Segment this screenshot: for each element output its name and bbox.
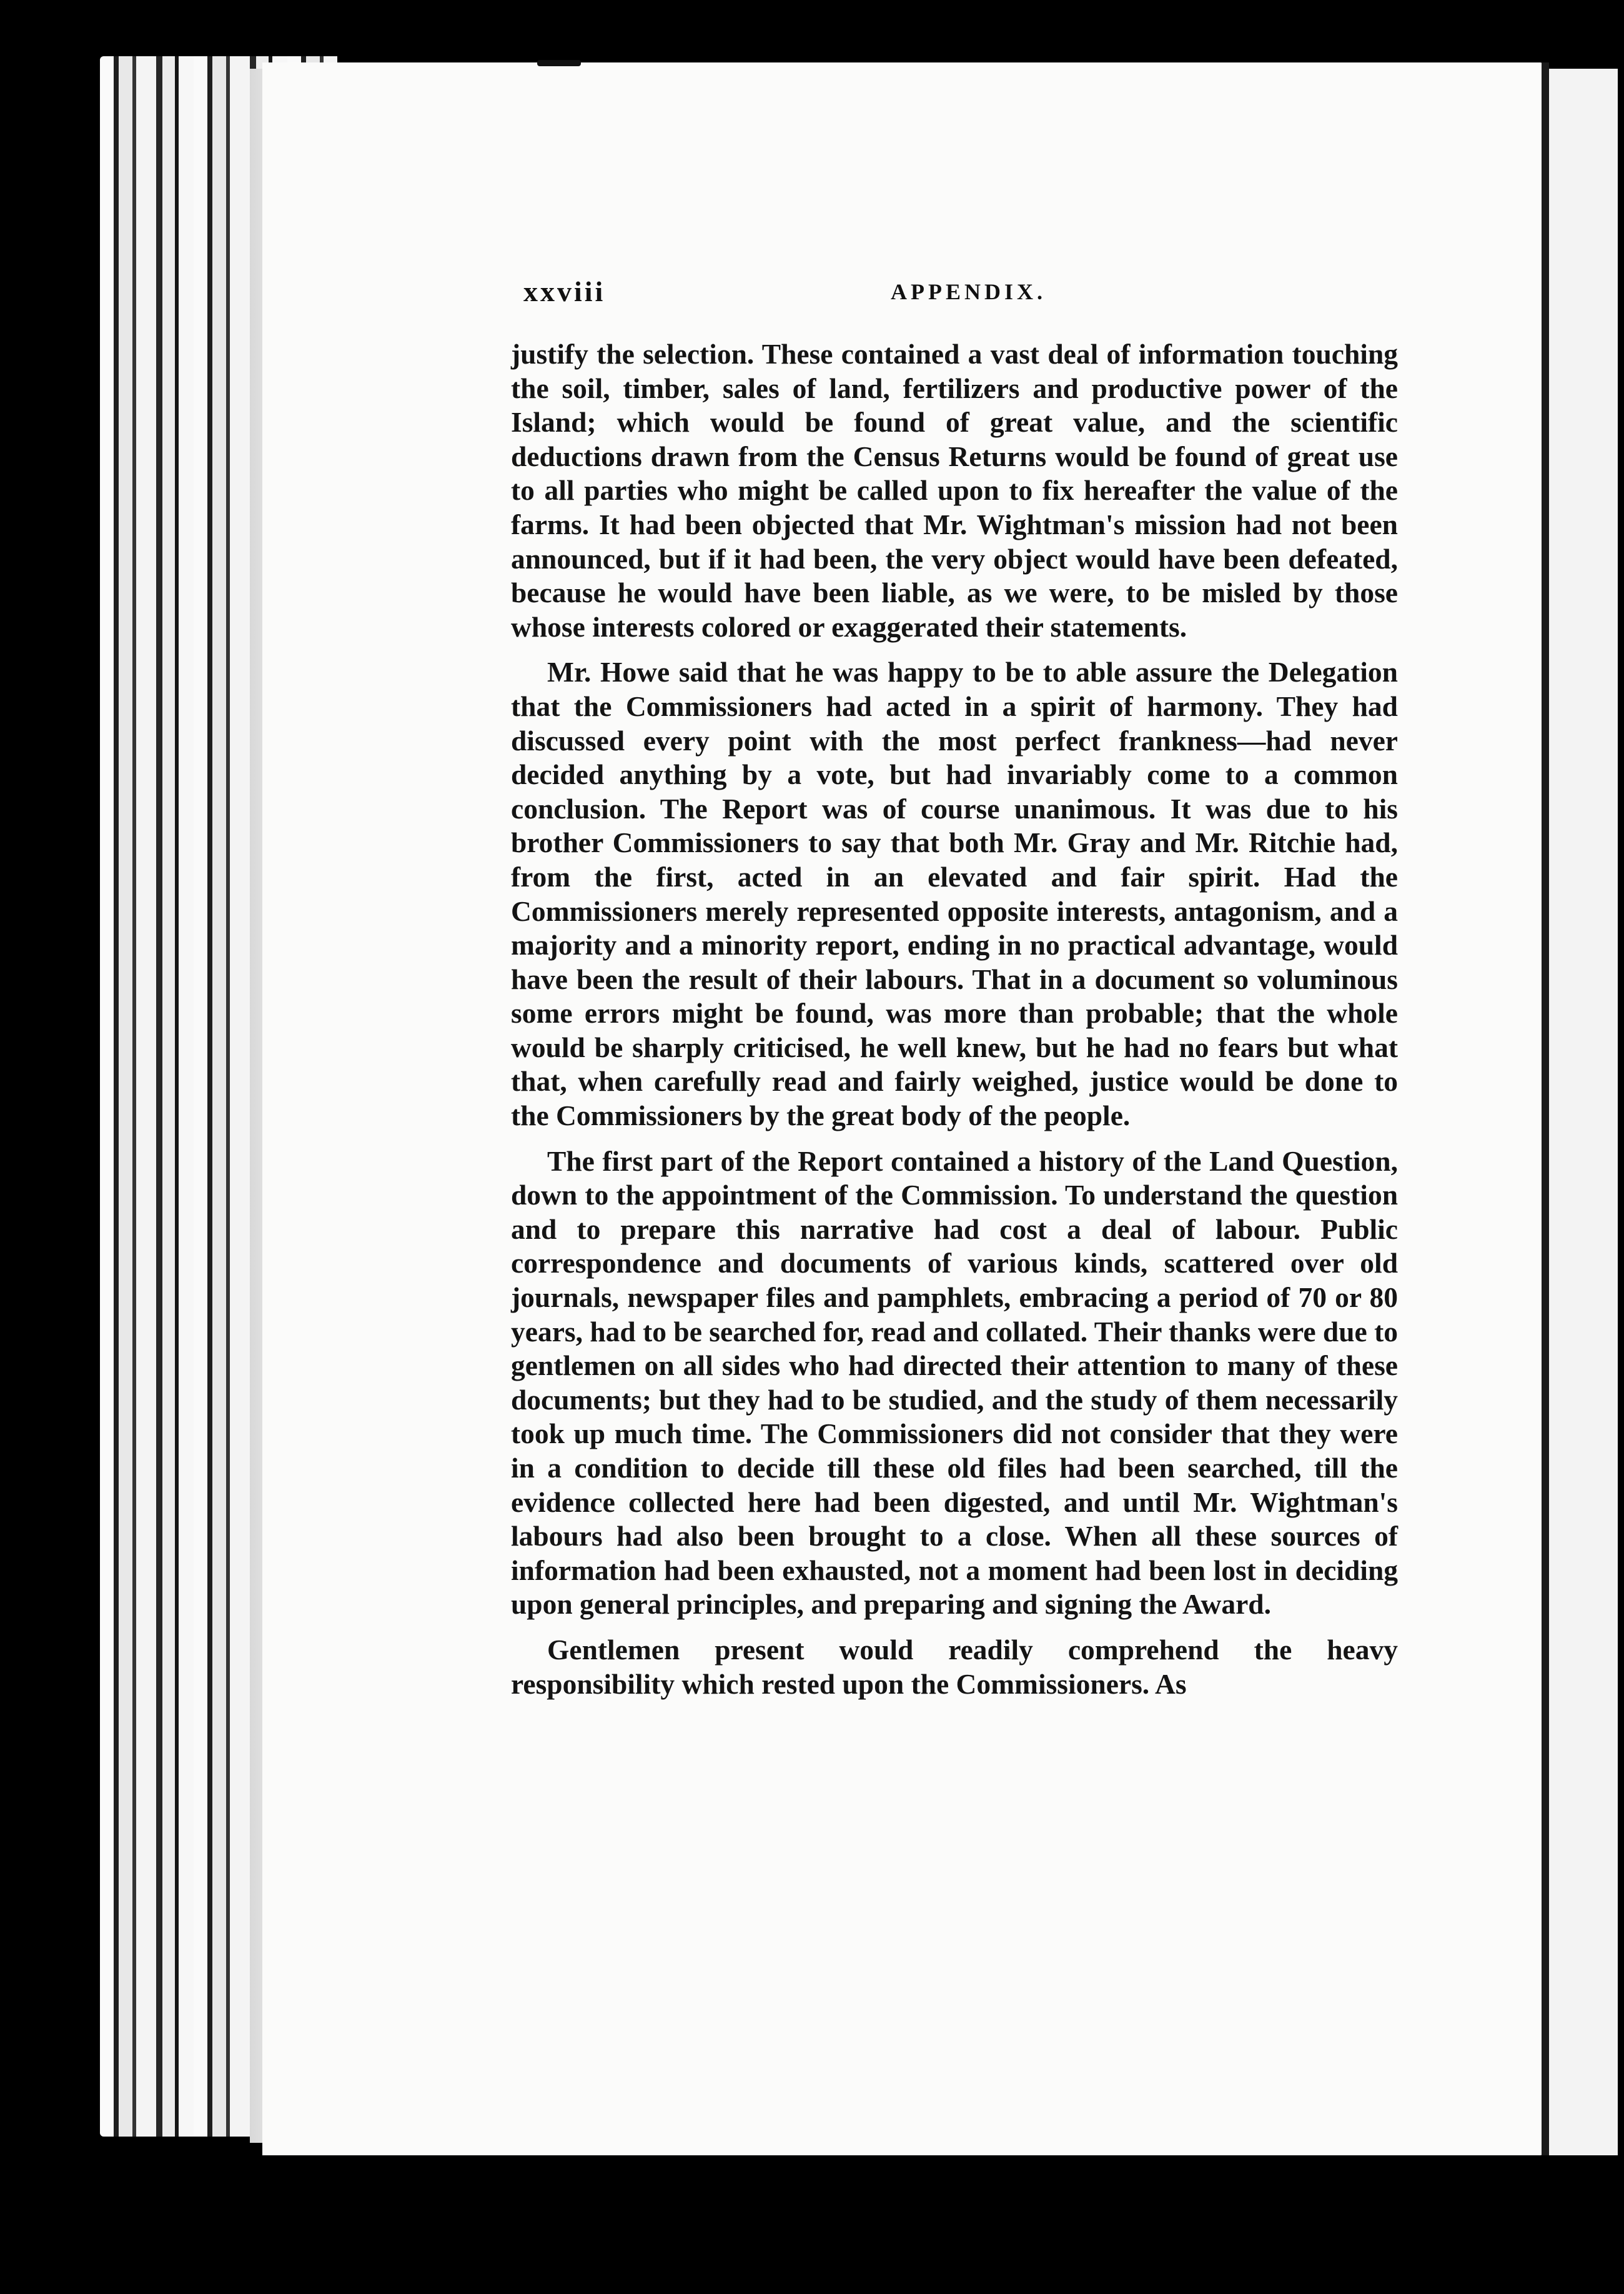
paragraph: justify the selection. These contained a vast deal of information touching the soil, timber, sales of land, fertilizers and productive power of the Island; which would be found of great value, and the scientific deductions drawn from the Census Returns would be found of great use to all parties who might be called upon to fix hereafter the value of the farms. It had been objected that Mr. Wightman's mission had not been announced, but if it had been, the very object would have been defeated, because he would have been liable, as we were, to be misled by those whose interests colored or exaggerated their statements. [511,338,1398,643]
page-header [523,275,1410,319]
body-text [511,337,1398,1701]
scan-bottom-margin [0,2155,1624,2294]
scan-artifact-mark [537,60,581,66]
page-divider [1542,62,1549,2155]
page-number: xxviii [523,276,606,307]
facing-page-edge [1549,69,1618,2155]
paragraph: The first part of the Report contained a history of the Land Question, down to the appointment of the Commission. To understand the question and to prepare this narrative had cost a deal of labour. Public correspondence and documents of various kinds, scattered over old journals, newspaper files and pamphlets, embracing a period of 70 or 80 years, had to be searched for, read and collated. Their thanks were due to gentlemen on all sides who had directed their attention to many of these documents; but they had to be studied, and the study of them necessarily took up much time. The Commissioners did not consider that they were in a condition to decide till these old files had been searched, till the evidence collected here had been digested, and until Mr. Wightman's labours had also been brought to a close. When all these sources of information had been exhausted, not a moment had been lost in deciding upon general principles, and preparing and signing the Award. [511,1145,1398,1621]
running-head: APPENDIX. [891,279,1046,304]
paragraph: Mr. Howe said that he was happy to be to able assure the Delegation that the Commissioners had acted in a spirit of harmony. They had discussed every point with the most perfect frankness—had never decided anything by a vote, but had invariably come to a common conclusion. The Report was of course unanimous. It was due to his brother Commissioners to say that both Mr. Gray and Mr. Ritchie had, from the first, acted in an elevated and fair spirit. Had the Commissioners merely represented opposite interests, antagonism, and a majority and a minority report, ending in no practical advantage, would have been the result of their labours. That in a document so voluminous some errors might be found, was more than probable; that the whole would be sharply criticised, he well knew, but he had no fears but what that, when carefully read and fairly weighed, justice would be done to the Commissioners by the great body of the people. [511,656,1398,1132]
paragraph: Gentlemen present would readily comprehend the heavy responsibility which rested upon the Commissioners. As [511,1633,1398,1700]
